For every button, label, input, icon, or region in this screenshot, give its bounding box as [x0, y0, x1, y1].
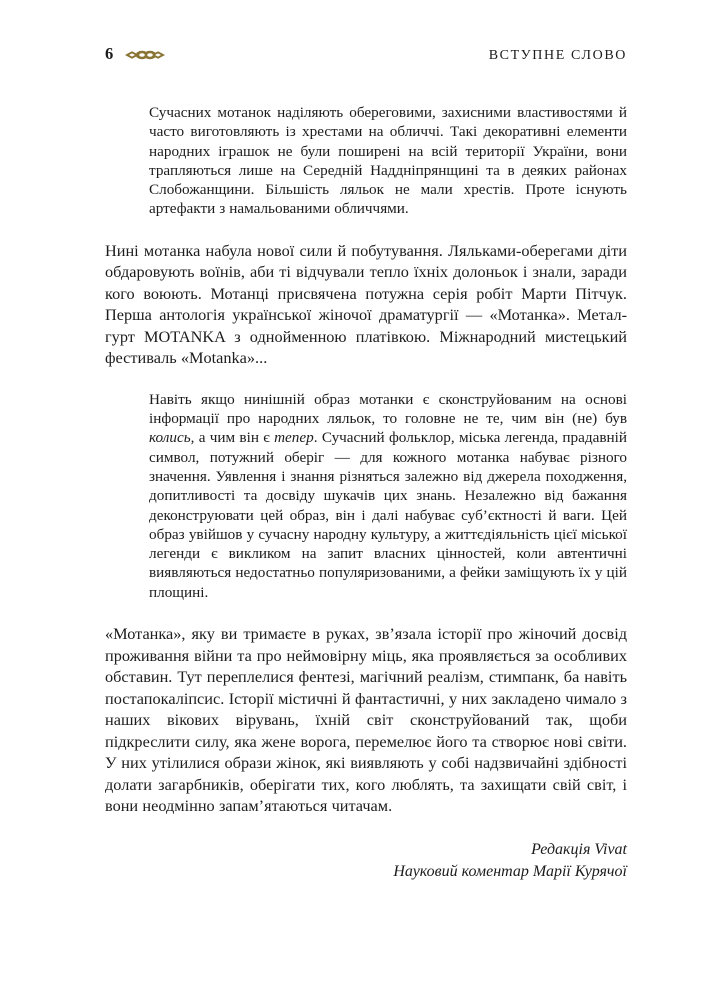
paragraph-2: Нині мотанка набула нової сили й побутування. Ляльками-оберегами діти обдаровують воїнів, аби ті відчували тепло їхніх долоньок і знали, заради кого воюють. Мотанці присвячена потужна серія робіт Марти Пітчук. Перша антологія української жіночої драматургії — «Мотанка». Метал-гурт MOTANKA з однойменною платівкою. Міжнародний мистецький фестиваль «Motanka»...: [105, 240, 627, 368]
paragraph-3-segment-3: . Сучасний фольклор, міська легенда, прадавній символ, потужний оберіг — для кожного мотанка набуває різного значення. Уявлення і знання різняться залежно від джерела походження, допитливості та досвіду шукачів цих знань. Незалежно від бажання деконструювати цей образ, він і далі набуває суб’єктності й ваги. Цей образ увійшов у сучасну народну культуру, а життєдіяльність цієї міської легенди є викликом на запит власних цінностей, коли автентичні виявляються недостатньо популяризованими, а фейки заміщують їх у цій площині.: [149, 429, 627, 601]
italic-word-teper: тепер: [274, 429, 314, 447]
paragraph-block-1: Сучасних мотанок наділяють обереговими, захисними властивостями й часто виготовляють із хрестами на обличчі. Такі декоративні елементи народних іграшок не були поширені на всій території України, вони трапляються лише на Середній Наддніпрянщині та в деяких районах Слобожанщини. Більшість ляльок не мали хрестів. Проте існують артефакти з намальованими обличчями.: [149, 104, 627, 218]
page-header: [105, 46, 627, 63]
signature-editorial: Редакція Vivat: [531, 840, 627, 858]
paragraph-3-segment-1: Навіть якщо нинішній образ мотанки є сконструйованим на основі інформації про народних ляльок, то головне не те, чим він (не) був: [149, 390, 627, 428]
page-number: 6: [105, 44, 114, 63]
paragraph-block-3: [149, 390, 627, 602]
page-header-left: [105, 46, 165, 63]
signature-block: [105, 839, 627, 883]
chain-ornament-icon: [125, 49, 165, 61]
paragraph-3-segment-2: , а чим він є: [190, 429, 275, 447]
page-body: [105, 103, 627, 883]
paragraph-4: «Мотанка», яку ви тримаєте в руках, зв’язала історії про жіночий досвід проживання війни та про неймовірну міць, яка проявляється за особливих обставин. Тут переплелися фентезі, магічний реалізм, стимпанк, ба навіть постапокаліпсис. Історії містичні й фантастичні, у них закладено чимало з наших вікових вірувань, їхній світ сконструйований так, щоби підкреслити силу, яка жене ворога, перемелює його та створює нові світи. У них утілилися образи жінок, які виявляють у собі надзвичайні здібності долати загарбників, оберігати тих, кого люблять, та захищати свій світ, і вони неодмінно запам’ятаються читачам.: [105, 624, 627, 816]
italic-word-kolys: колись: [149, 429, 191, 447]
running-head-title: ВСТУПНЕ СЛОВО: [488, 48, 627, 63]
signature-scientific-commentary: Науковий коментар Марії Курячої: [393, 862, 627, 880]
